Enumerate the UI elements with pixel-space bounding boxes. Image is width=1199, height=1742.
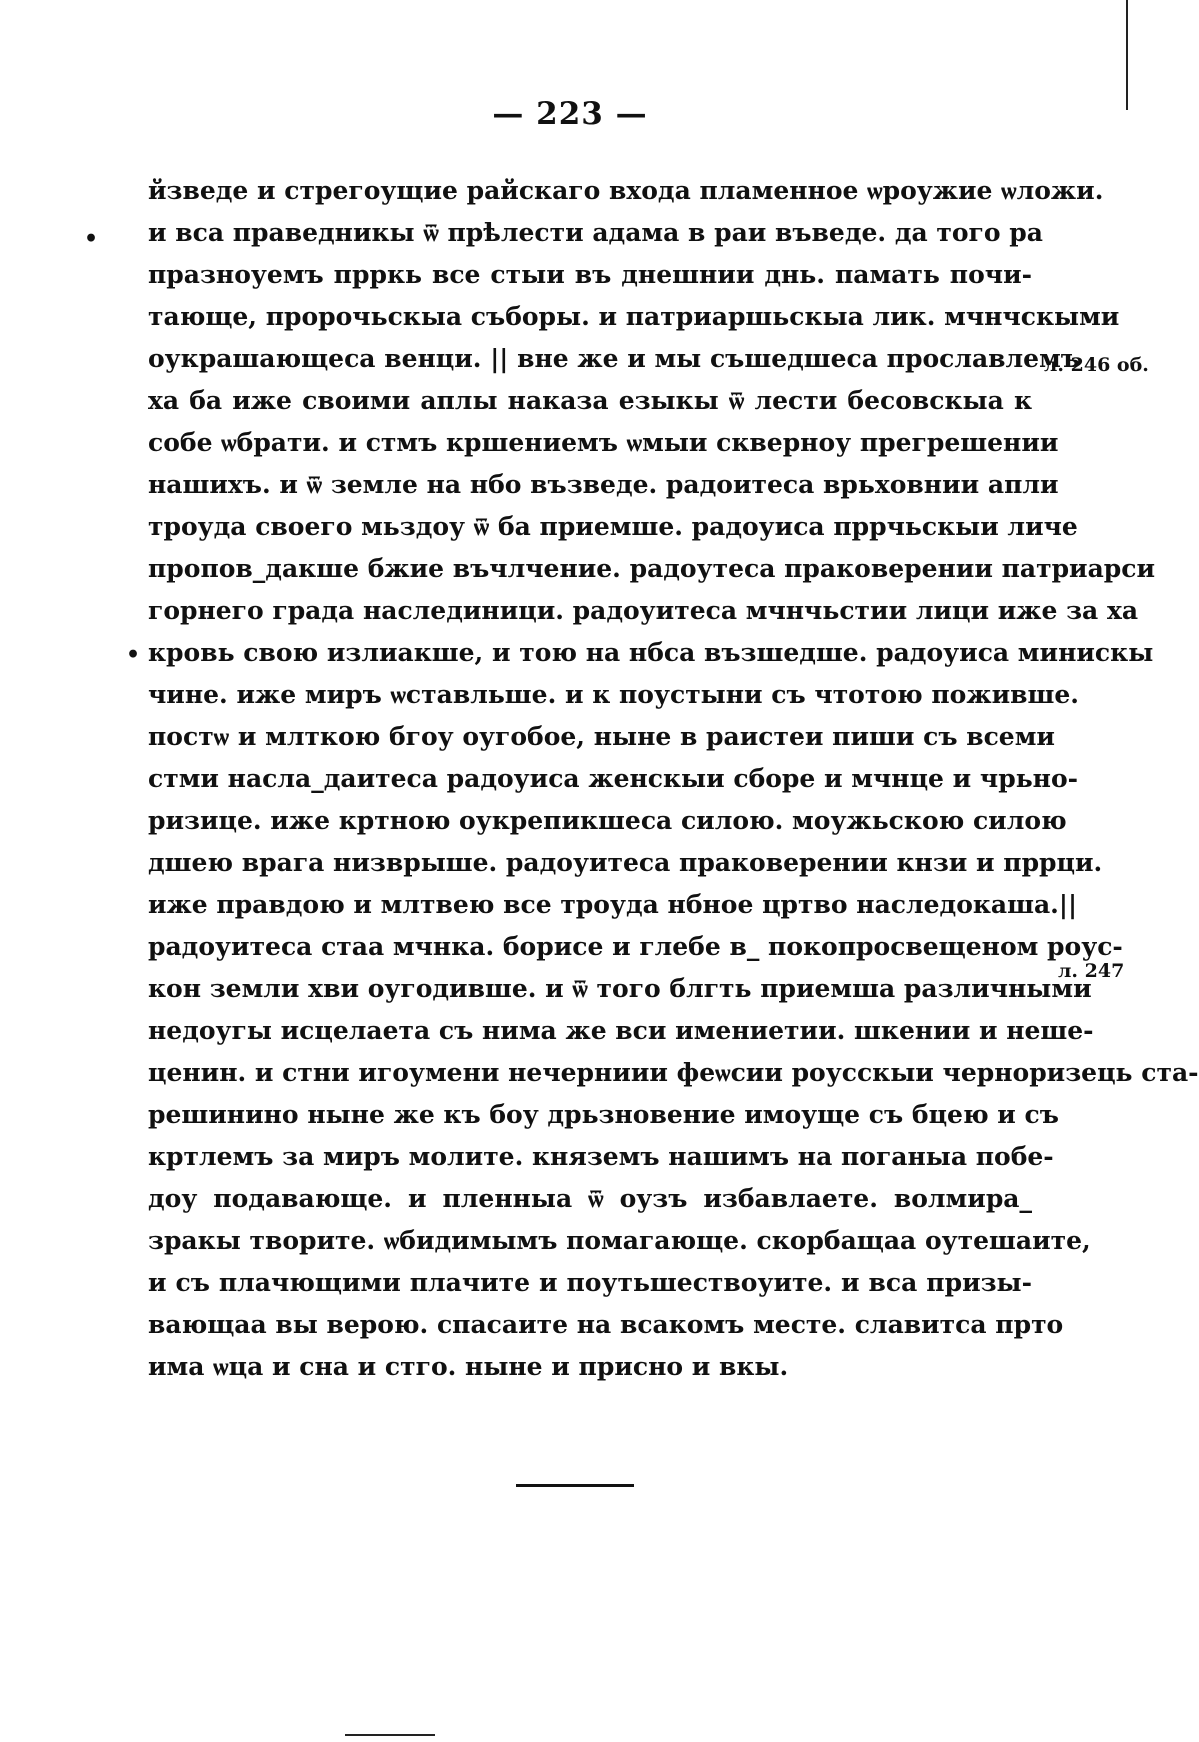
margin-folio-note-246: л. 246 об.: [1044, 354, 1149, 376]
text-line: чине. иже миръ ѡставльше. и к поустыни съ чтотою поживше.: [148, 680, 1079, 709]
page-number: — 223 —: [492, 96, 648, 132]
footer-rule: [345, 1734, 435, 1736]
margin-dot-2: •: [126, 642, 141, 668]
text-line: кон земли хви оугодивше. и ѿ того блгть приемша различными: [148, 974, 1092, 1003]
text-line: ризице. иже кртною оукрепикшеса силою. моужьскою силою: [148, 806, 1067, 835]
text-line: радоуитеса стаа мчнка. борисе и глебе в_ покопросвещеном роус-: [148, 932, 1123, 961]
text-line: постѡ и млткою бгоу оугобое, ныне в раистеи пиши съ всеми: [148, 722, 1055, 751]
text-line: и вса праведникы ѿ прѣлести адама в раи въведе. да того ра: [148, 218, 1043, 247]
page-edge-rule: [1126, 0, 1128, 110]
text-line: и съ плачющими плачите и поутьшествоуите. и вса призы-: [148, 1268, 1032, 1297]
text-line: празноуемъ прркь все стыи въ днешнии днь. памать почи-: [148, 260, 1032, 289]
text-line: недоугы исцелаета съ нима же вси имениетии. шкении и неше-: [148, 1016, 1094, 1045]
text-line: зракы творите. ѡбидимымъ помагающе. скорбащаа оутешаите,: [148, 1226, 1091, 1255]
text-line: йзведе и стрегоущие райскаго входа пламенное ѡроужие ѡложи.: [148, 176, 1104, 205]
text-line: иже правдою и млтвею все троуда нбное цртво наследокаша.||: [148, 890, 1078, 919]
text-line: пропов_дакше бжие въчлчение. радоутеса праковерении патриарси: [148, 554, 1156, 583]
text-line: горнего града наслединици. радоуитеса мчнчьстии лици иже за ха: [148, 596, 1139, 625]
text-line: дшею врага низврыше. радоуитеса праковерении кнзи и пррци.: [148, 848, 1103, 877]
text-line: нашихъ. и ѿ земле на нбо възведе. радоитеса врьховнии апли: [148, 470, 1059, 499]
margin-dot-1: •: [84, 226, 99, 252]
text-line: доу подавающе. и пленныа ѿ оузъ избавлаете. волмира_: [148, 1184, 1032, 1213]
text-line: стми насла_даитеса радоуиса женскыи сборе и мчнце и чрьно-: [148, 764, 1079, 793]
text-line: вающаа вы верою. спасаите на всакомъ месте. славитса прто: [148, 1310, 1064, 1339]
margin-folio-note-247: л. 247: [1058, 960, 1125, 982]
text-line: троуда своего мьздоу ѿ ба приемше. радоуиса пррчьскыи личе: [148, 512, 1078, 541]
text-line: кровь свою излиакше, и тою на нбса възшедше. радоуиса минискы: [148, 638, 1154, 667]
end-rule: [516, 1484, 634, 1487]
text-line: решинино ныне же къ боу дрьзновение имоуще съ бцею и съ: [148, 1100, 1059, 1129]
text-line: има ѡца и сна и стго. ныне и присно и вкы.: [148, 1352, 789, 1381]
text-line: ха ба иже своими аплы наказа езыкы ѿ лести бесовскыа к: [148, 386, 1032, 415]
text-line: собе ѡбрати. и стмъ кршениемъ ѡмыи скверноу прегрешении: [148, 428, 1059, 457]
text-line: оукрашающеса венци. || вне же и мы съшедшеса прославлемъ: [148, 344, 1080, 373]
text-line: кртлемъ за миръ молите. княземъ нашимъ на поганыа побе-: [148, 1142, 1054, 1171]
text-line: тающе, пророчьскыа съборы. и патриаршьскыа лик. мчнчскыми: [148, 302, 1120, 331]
text-line: ценин. и стни игоумени нечерниии феѡсии роусскыи черноризець ста-: [148, 1058, 1199, 1087]
